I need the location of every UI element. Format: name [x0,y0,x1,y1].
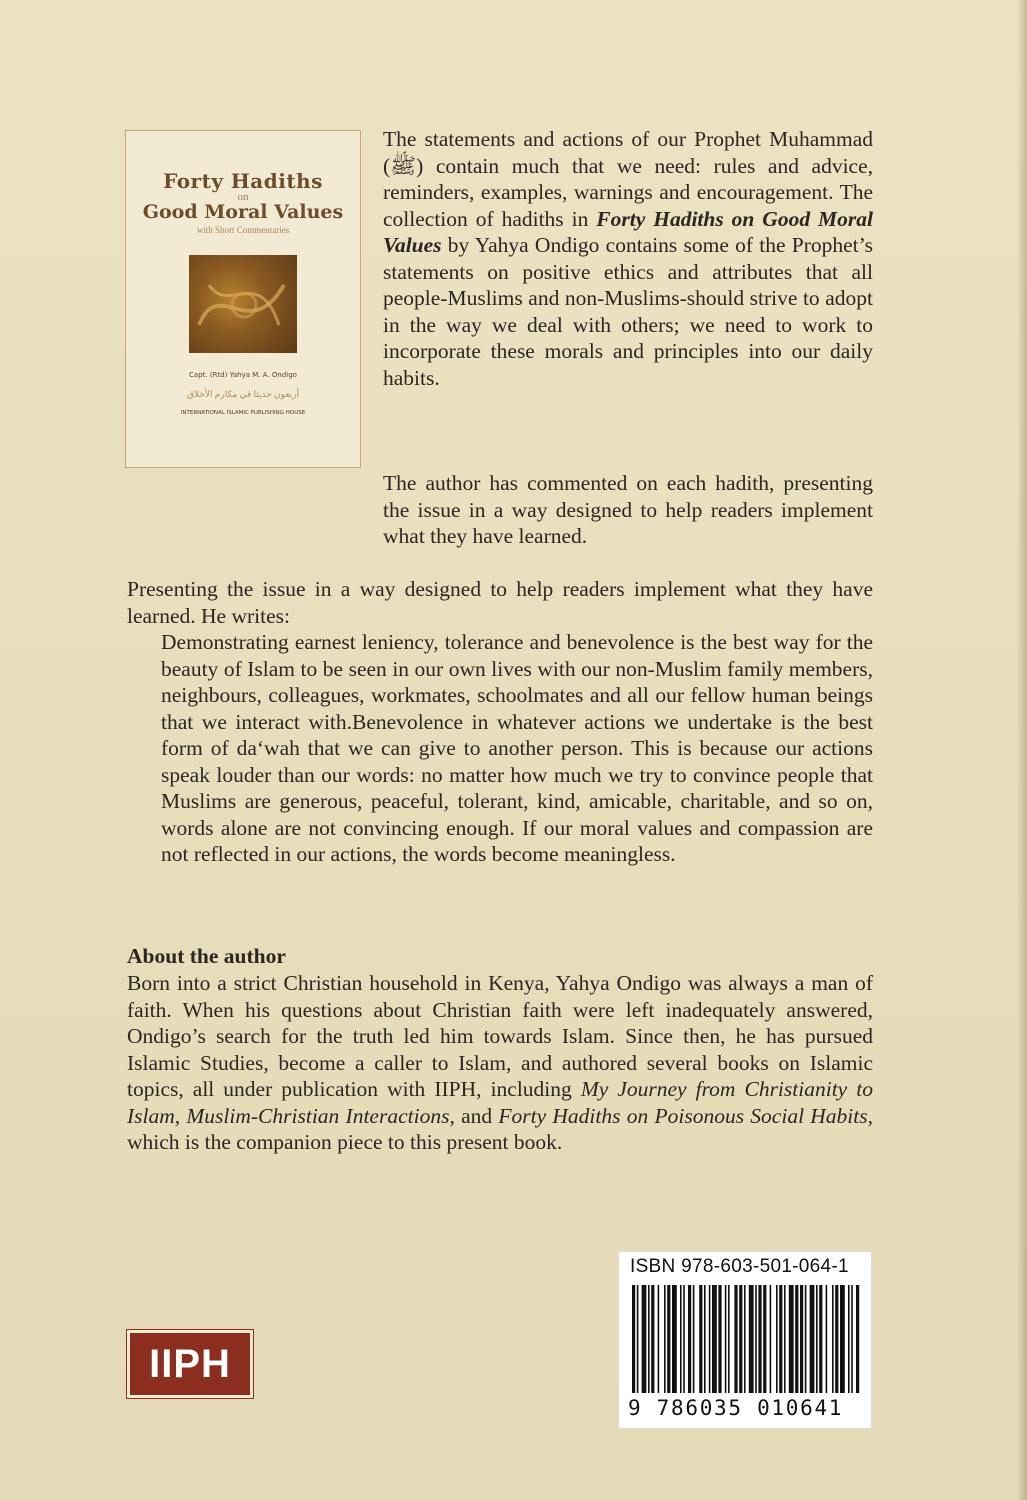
barcode [630,1285,862,1397]
about-text-a: Born into a strict Christian household in Kenya, Yahya Ondigo was always a man of faith. When his questions about Christian faith were left inadequately answered, Ondigo’s search for the truth led him towards Islam. Since then, he has pursued Islamic Studies, become a caller to Islam, and authored several books on Islamic topics, all under publication with IIPH, including [127,971,873,1101]
logo-text: IIPH [149,1341,231,1386]
thumbnail-title-2: Good Moral Values [142,201,344,223]
barcode-number: 9 786035 010641 [628,1396,844,1420]
page-edge-shadow [1017,0,1027,1500]
calligraphy-artwork [189,255,297,353]
intro-paragraph [383,126,873,391]
thumbnail-title-on: on [237,191,249,203]
intro-text-b: by Yahya Ondigo contains some of the Prophet’s statements on positive ethics and attributes that all people-Muslims and non-Muslims-should strive to adopt in the way we deal with others; we need to work to incorporate these morals and principles into our daily habits. [383,233,873,390]
about-text-and: and [454,1103,499,1128]
intro-text-a: The statements and actions of our Prophet Muhammad (ﷺ) contain much that we need: rules and advice, reminders, examples, warnings and encouragement. The collection of hadiths in [383,127,873,231]
about-text-b: , which is the companion piece to this present book. [127,1103,874,1154]
thumbnail-publisher: INTERNATIONAL ISLAMIC PUBLISHING HOUSE [180,410,306,416]
about-book-1: My Journey from Christianity to Islam, Muslim-Christian Interactions, [127,1077,873,1128]
author-comment-paragraph [127,470,873,550]
thumbnail-arabic-title: أربعون حديثا في مكارم الأخلاق [186,389,299,399]
about-author-paragraph [127,970,873,1156]
about-book-2: Forty Hadiths on Poisonous Social Habits [498,1103,868,1128]
front-cover-thumbnail [125,130,361,468]
intro-book-title: Forty Hadiths on Good Moral Values [383,206,873,257]
iiph-logo [127,1330,253,1398]
isbn-text: ISBN 978-603-501-064-1 [630,1256,849,1277]
writes-paragraph: Presenting the issue in a way designed to help readers implement what they have learned. He writes: [127,577,873,628]
thumbnail-subtitle: with Short Commentaries [196,225,290,235]
thumbnail-author: Capt. (Rtd) Yahya M. A. Ondigo [189,371,297,379]
author-quote: Demonstrating earnest leniency, tolerance and benevolence is the best way for the beauty of Islam to be seen in our own lives with our non-Muslim family members, neighbours, colleagues, workmates, schoolmates and all our fellow human beings that we interact with.Benevolence in whatever actions we undertake is the best form of da‘wah that we can give to another person. This is because our actions speak louder than our words: no matter how much we try to convince people that Muslims are generous, peaceful, tolerant, kind, amicable, charitable, and so on, words alone are not convincing enough. If our moral values and compassion are not reflected in our actions, the words become meaningless. [161,630,873,866]
about-author-heading: About the author [127,944,286,968]
author-comment-text: The author has commented on each hadith, presenting the issue in a way designed to help readers implement what they have learned. [383,471,873,548]
thumbnail-title: Forty Hadiths [163,169,323,193]
